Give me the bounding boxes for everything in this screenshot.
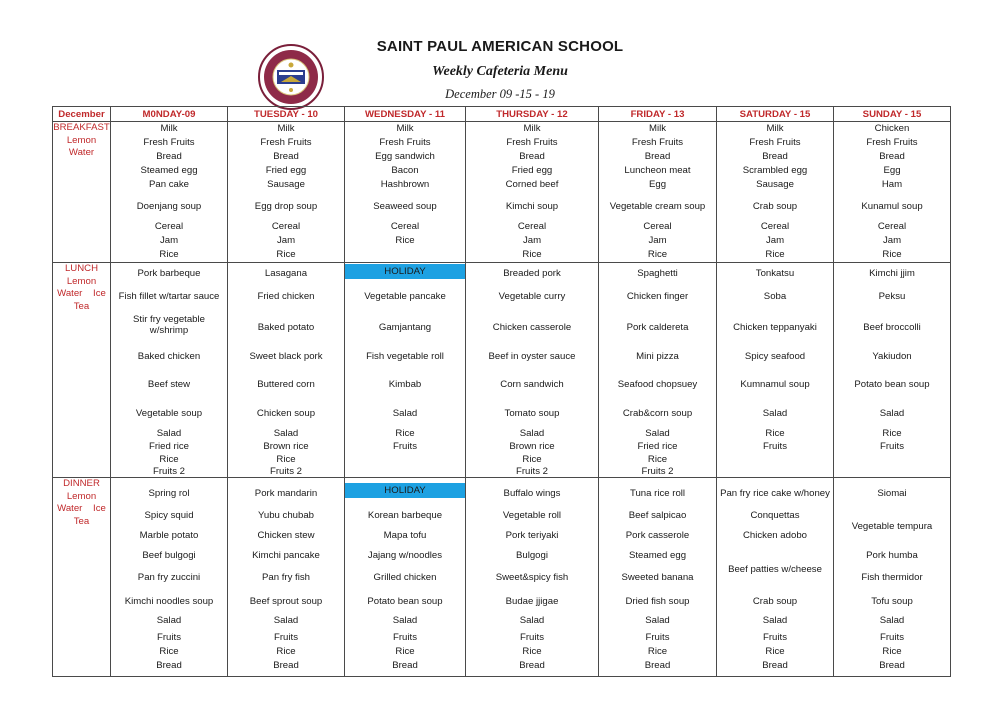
menu-item: Yubu chubab	[257, 510, 315, 521]
menu-item: Fish fillet w/tartar sauce	[118, 291, 220, 302]
menu-title: Weekly Cafeteria Menu	[432, 64, 568, 79]
meal-label-line: LUNCH	[64, 263, 99, 274]
menu-item: Rice	[765, 428, 785, 439]
meal-row	[53, 263, 951, 478]
menu-item: Breaded pork	[503, 268, 561, 279]
menu-item: Salad	[645, 615, 670, 626]
menu-item: Kimchi soup	[505, 201, 559, 212]
menu-item: Ham	[881, 179, 903, 190]
menu-item: Rice	[159, 249, 179, 260]
menu-item: Lasagana	[264, 268, 308, 279]
menu-item: Crab&corn soup	[622, 408, 693, 419]
menu-item: Beef sprout soup	[249, 596, 323, 607]
menu-item: Salad	[519, 428, 545, 439]
day-header: SUNDAY - 15	[834, 107, 951, 122]
meal-label-line: Lemon	[66, 134, 97, 146]
menu-item: Salad	[392, 615, 418, 626]
menu-item: Bread	[879, 660, 905, 671]
school-name: SAINT PAUL AMERICAN SCHOOL	[376, 38, 624, 55]
menu-item: Jam	[882, 235, 902, 246]
menu-item: Fresh Fruits	[749, 137, 801, 148]
menu-item: Doenjang soup	[136, 201, 202, 212]
menu-item: Vegetable pancake	[364, 291, 446, 302]
menu-item: Fruits 2	[153, 466, 185, 477]
menu-item: Yakiudon	[872, 351, 912, 362]
menu-item: Korean barbeque	[367, 510, 443, 521]
menu-item: Corn sandwich	[500, 379, 564, 390]
menu-item: Fruits 2	[270, 466, 302, 477]
day-header-row	[53, 107, 951, 122]
menu-item: Jam	[648, 235, 667, 246]
menu-item: Salad	[156, 615, 182, 626]
meal-row	[53, 478, 951, 677]
menu-item: Pan fry zuccini	[137, 572, 201, 583]
menu-item: Rice	[647, 646, 668, 657]
menu-item: Rice	[276, 454, 296, 465]
menu-item: Bread	[156, 151, 182, 162]
menu-item: Cereal	[271, 221, 301, 232]
menu-item: Pork casserole	[625, 530, 690, 541]
menu-item: Corned beef	[505, 179, 559, 190]
menu-item: Bread	[644, 151, 671, 162]
menu-item: Milk	[523, 123, 541, 134]
menu-item: Rice	[276, 249, 296, 260]
menu-item: Cereal	[517, 221, 547, 232]
menu-item: Jam	[522, 235, 542, 246]
menu-cell	[717, 478, 834, 677]
menu-item: Bulgogi	[515, 550, 548, 561]
meal-label	[53, 263, 111, 478]
menu-item: Sweeted banana	[621, 572, 694, 583]
menu-item: Mapa tofu	[383, 530, 427, 541]
menu-item: Spicy seafood	[744, 351, 806, 362]
menu-item: Baked chicken	[137, 351, 201, 362]
holiday-banner: HOLIDAY	[345, 483, 465, 498]
menu-item: Buffalo wings	[503, 488, 561, 499]
menu-item: Rice	[882, 428, 902, 439]
menu-item: Fried egg	[511, 165, 553, 176]
menu-item: Bread	[156, 660, 182, 671]
menu-item: Jajang w/noodles	[367, 550, 443, 561]
menu-item: Rice	[522, 454, 542, 465]
menu-item: Fresh Fruits	[379, 137, 431, 148]
meal-label	[53, 122, 111, 263]
menu-item: Fried chicken	[257, 291, 315, 302]
menu-item: Crab soup	[752, 596, 798, 607]
menu-item: Tonkatsu	[755, 268, 795, 279]
menu-item: Brown rice	[263, 441, 309, 452]
menu-item: Beef bulgogi	[142, 550, 196, 561]
menu-item: Jam	[765, 235, 785, 246]
menu-item: Egg	[648, 179, 667, 190]
menu-item: Milk	[396, 123, 414, 134]
menu-item: Fruits	[393, 441, 417, 452]
menu-item: Fresh Fruits	[143, 137, 195, 148]
menu-item: Bread	[519, 660, 545, 671]
menu-item: Jam	[276, 235, 296, 246]
menu-item: Marble potato	[139, 530, 199, 541]
menu-cell	[717, 122, 834, 263]
day-header: TUESDAY - 10	[228, 107, 345, 122]
menu-item: Bread	[644, 660, 671, 671]
menu-item: Fried rice	[149, 441, 189, 452]
menu-item: Pork teriyaki	[505, 530, 559, 541]
month-label: December	[53, 107, 111, 122]
menu-item: Vegetable soup	[135, 408, 203, 419]
menu-item: Pan cake	[148, 179, 189, 190]
menu-item: Steamed egg	[140, 165, 198, 176]
menu-item: Fried rice	[637, 441, 678, 452]
menu-cell	[599, 263, 717, 478]
date-range: December 09 -15 - 19	[445, 87, 555, 101]
menu-cell	[834, 122, 951, 263]
menu-item: Pork caldereta	[626, 322, 689, 333]
menu-item: Kimchi jjim	[869, 268, 915, 279]
day-header: SATURDAY - 15	[717, 107, 834, 122]
menu-cell	[717, 263, 834, 478]
menu-item: Chicken teppanyaki	[733, 322, 817, 333]
menu-item: Chicken adobo	[742, 530, 807, 541]
menu-item: Tomato soup	[504, 408, 560, 419]
menu-item: Salad	[879, 615, 905, 626]
menu-item: Salad	[156, 428, 182, 439]
menu-item: Chicken stew	[257, 530, 315, 541]
menu-item: Conquettas	[750, 510, 800, 521]
day-header: THURSDAY - 12	[466, 107, 599, 122]
menu-item: Salad	[273, 615, 299, 626]
menu-item: Steamed egg	[628, 550, 687, 561]
menu-item: Beef in oyster sauce	[488, 351, 576, 362]
meal-label-line: Water	[68, 147, 95, 158]
menu-item: Fruits	[645, 632, 670, 643]
menu-item: Stir fry vegetable w/shrimp	[133, 314, 205, 336]
menu-item: Buttered corn	[257, 379, 315, 390]
menu-item: Bacon	[391, 165, 419, 176]
menu-item: Chicken soup	[256, 408, 316, 419]
menu-item: Jam	[159, 235, 179, 246]
menu-item: Seafood chopsuey	[617, 379, 698, 390]
menu-cell	[111, 478, 228, 677]
meal-label-line: Tea	[73, 300, 90, 312]
menu-item: Bread	[879, 151, 905, 162]
menu-item: Milk	[766, 123, 784, 134]
menu-item: Dried fish soup	[625, 596, 690, 607]
menu-item: Fresh Fruits	[866, 137, 918, 148]
menu-item: Pork humba	[866, 550, 918, 561]
menu-item: Salad	[645, 428, 670, 439]
menu-cell	[345, 478, 466, 677]
menu-item: Hashbrown	[380, 179, 430, 190]
menu-item: Rice	[395, 646, 415, 657]
menu-cell	[345, 122, 466, 263]
menu-item: Egg	[883, 165, 901, 176]
menu-item: Potato bean soup	[367, 596, 443, 607]
menu-item: Rice	[522, 646, 542, 657]
menu-item: Kunamul soup	[861, 201, 923, 212]
menu-item: Scrambled egg	[742, 165, 808, 176]
menu-item: Sausage	[756, 179, 794, 190]
menu-item: Grilled chicken	[373, 572, 437, 583]
menu-item: Fruits	[393, 632, 417, 643]
menu-item: Egg sandwich	[375, 151, 435, 162]
menu-item: Egg drop soup	[254, 201, 318, 212]
menu-item: Fruits	[763, 632, 787, 643]
menu-item: Bread	[762, 660, 788, 671]
menu-item: Rice	[276, 646, 296, 657]
menu-item: Siomai	[877, 488, 907, 499]
menu-item: Rice	[159, 454, 179, 465]
menu-item: Rice	[395, 235, 415, 246]
menu-item: Rice	[882, 249, 902, 260]
menu-cell	[228, 122, 345, 263]
menu-item: Fried egg	[265, 165, 307, 176]
menu-item: Beef stew	[147, 379, 191, 390]
menu-item: Fruits	[763, 441, 787, 452]
menu-item: Fruits	[157, 632, 181, 643]
menu-item: Fruits 2	[641, 466, 674, 477]
menu-item: Luncheon meat	[624, 165, 691, 176]
menu-item: Bread	[762, 151, 788, 162]
menu-item: Salad	[879, 408, 905, 419]
meal-label-line: BREAKFAST	[53, 122, 110, 133]
menu-item: Peksu	[878, 291, 906, 302]
menu-item: Cereal	[877, 221, 907, 232]
menu-item: Gamjantang	[378, 322, 432, 333]
menu-item: Beef salpicao	[628, 510, 687, 521]
menu-item: Spaghetti	[637, 268, 678, 279]
meal-label-line: Water Ice	[57, 288, 106, 299]
menu-item: Soba	[763, 291, 787, 302]
menu-item: Budae jjigae	[505, 596, 559, 607]
menu-item: Pan fry rice cake w/honey	[720, 488, 830, 499]
menu-item: Fruits 2	[516, 466, 548, 477]
menu-item: Chicken casserole	[492, 322, 572, 333]
menu-item: Bread	[273, 151, 299, 162]
day-header: M0NDAY-09	[111, 107, 228, 122]
menu-item: Rice	[647, 454, 668, 465]
menu-item: Vegetable tempura	[851, 521, 933, 532]
menu-item: Fresh Fruits	[631, 137, 684, 148]
menu-item: Kumnamul soup	[740, 379, 810, 390]
menu-item: Rice	[647, 249, 668, 260]
menu-cell	[599, 122, 717, 263]
meal-row	[53, 122, 951, 263]
menu-item: Chicken finger	[626, 291, 689, 302]
menu-item: Salad	[762, 408, 788, 419]
day-header: FRIDAY - 13	[599, 107, 717, 122]
menu-cell	[111, 122, 228, 263]
menu-item: Seaweed soup	[373, 201, 437, 212]
menu-item: Salad	[273, 428, 299, 439]
menu-item: Cereal	[760, 221, 790, 232]
day-header: WEDNESDAY - 11	[345, 107, 466, 122]
menu-item: Vegetable roll	[502, 510, 562, 521]
menu-item: Bread	[392, 660, 418, 671]
menu-cell	[599, 478, 717, 677]
meal-label-line: Lemon	[66, 490, 97, 502]
menu-item: Milk	[648, 123, 667, 134]
menu-item: Chicken	[874, 123, 910, 134]
menu-item: Fish thermidor	[861, 572, 923, 583]
menu-item: Salad	[762, 615, 788, 626]
menu-item: Milk	[160, 123, 178, 134]
menu-item: Vegetable cream soup	[609, 201, 706, 212]
menu-item: Tofu soup	[871, 596, 913, 607]
meal-label	[53, 478, 111, 677]
menu-item: Rice	[765, 249, 785, 260]
menu-cell	[466, 263, 599, 478]
menu-item: Beef patties w/cheese	[728, 564, 822, 575]
menu-item: Fruits	[880, 441, 904, 452]
menu-cell	[345, 263, 466, 478]
menu-item: Brown rice	[509, 441, 555, 452]
menu-item: Fruits	[880, 632, 904, 643]
menu-item: Salad	[519, 615, 545, 626]
menu-item: Pork mandarin	[254, 488, 318, 499]
meal-label-line: Tea	[73, 515, 90, 527]
menu-item: Fruits	[520, 632, 544, 643]
menu-cell	[111, 263, 228, 478]
menu-item: Rice	[159, 646, 179, 657]
menu-item: Rice	[522, 249, 542, 260]
menu-item: Fruits	[274, 632, 298, 643]
menu-item: Rice	[765, 646, 785, 657]
menu-item: Kimbab	[388, 379, 422, 390]
menu-item: Sausage	[267, 179, 305, 190]
menu-item: Bread	[519, 151, 545, 162]
menu-item: Rice	[395, 428, 415, 439]
menu-item: Crab soup	[752, 201, 798, 212]
menu-cell	[228, 478, 345, 677]
menu-item: Milk	[277, 123, 295, 134]
menu-item: Rice	[882, 646, 902, 657]
menu-item: Sweet black pork	[249, 351, 323, 362]
menu-item: Vegetable curry	[498, 291, 566, 302]
menu-item: Cereal	[154, 221, 184, 232]
menu-cell	[834, 263, 951, 478]
menu-item: Pork barbeque	[137, 268, 201, 279]
menu-item: Potato bean soup	[854, 379, 930, 390]
menu-item: Sweet&spicy fish	[495, 572, 569, 583]
meal-label-line: Water Ice	[57, 503, 106, 514]
menu-cell	[466, 478, 599, 677]
menu-item: Salad	[392, 408, 418, 419]
menu-item: Mini pizza	[636, 351, 679, 362]
menu-cell	[228, 263, 345, 478]
menu-item: Spicy squid	[144, 510, 194, 521]
menu-item: Pan fry fish	[262, 572, 310, 583]
menu-item: Fish vegetable roll	[366, 351, 444, 362]
menu-item: Kimchi pancake	[252, 550, 320, 561]
menu-cell	[466, 122, 599, 263]
meal-label-line: Lemon	[66, 275, 97, 287]
weekly-menu-table	[52, 106, 951, 677]
menu-item: Bread	[273, 660, 299, 671]
menu-item: Cereal	[390, 221, 420, 232]
menu-item: Beef broccolli	[863, 322, 921, 333]
menu-cell	[834, 478, 951, 677]
menu-item: Spring rol	[148, 488, 190, 499]
meal-label-line: DINNER	[63, 478, 100, 489]
menu-item: Kimchi noodles soup	[124, 596, 214, 607]
menu-item: Cereal	[643, 221, 672, 232]
menu-item: Fresh Fruits	[260, 137, 312, 148]
menu-item: Tuna rice roll	[629, 488, 686, 499]
menu-item: Fresh Fruits	[506, 137, 558, 148]
menu-item: Baked potato	[257, 322, 315, 333]
holiday-banner: HOLIDAY	[345, 264, 465, 279]
